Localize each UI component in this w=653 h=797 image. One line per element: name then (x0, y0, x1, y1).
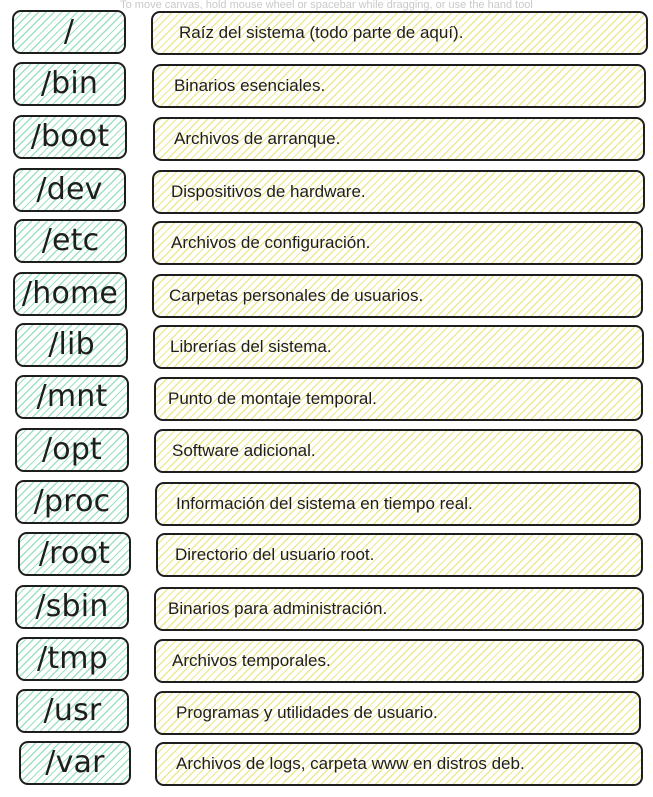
directory-label: /bin (40, 66, 99, 101)
description-text: Archivos de configuración. (171, 233, 371, 252)
description-box[interactable] (152, 64, 646, 108)
description-box[interactable] (154, 639, 644, 683)
description-box[interactable] (154, 691, 641, 735)
directory-box[interactable] (14, 219, 127, 263)
directory-label: /home (21, 276, 119, 311)
filesystem-row (0, 585, 653, 633)
filesystem-row (0, 62, 653, 110)
description-box[interactable] (155, 742, 643, 786)
directory-box[interactable] (15, 480, 129, 524)
directory-label: /boot (30, 119, 110, 154)
description-box[interactable] (156, 533, 643, 577)
description-box[interactable] (155, 482, 641, 526)
filesystem-row (0, 480, 653, 528)
directory-box[interactable] (16, 689, 129, 733)
directory-label: /tmp (37, 641, 108, 676)
directory-box[interactable] (15, 428, 129, 472)
directory-label: /usr (43, 693, 102, 728)
description-box[interactable] (152, 274, 643, 318)
directory-box[interactable] (13, 272, 127, 316)
filesystem-row (0, 428, 653, 476)
description-box[interactable] (151, 11, 648, 55)
directory-label: /sbin (35, 589, 109, 624)
description-text: Binarios esenciales. (174, 76, 326, 95)
filesystem-row (0, 168, 653, 216)
description-text: Directorio del usuario root. (175, 545, 375, 564)
directory-box[interactable] (16, 637, 129, 681)
description-text: Carpetas personales de usuarios. (169, 286, 424, 305)
directory-box[interactable] (15, 323, 128, 367)
description-text: Punto de montaje temporal. (168, 389, 377, 408)
description-box[interactable] (153, 117, 645, 161)
filesystem-row (0, 375, 653, 423)
directory-label: /etc (41, 223, 100, 258)
description-box[interactable] (153, 325, 644, 369)
directory-label: /dev (36, 172, 103, 207)
description-text: Raíz del sistema (todo parte de aquí). (179, 23, 464, 42)
description-text: Archivos de arranque. (174, 129, 341, 148)
directory-box[interactable] (15, 375, 129, 419)
filesystem-row (0, 323, 653, 371)
description-text: Programas y utilidades de usuario. (176, 703, 438, 722)
filesystem-row (0, 532, 653, 580)
directory-box[interactable] (18, 532, 131, 576)
description-box[interactable] (152, 170, 645, 214)
filesystem-row (0, 637, 653, 685)
directory-label: /var (45, 745, 105, 780)
description-text: Software adicional. (172, 441, 316, 460)
description-box[interactable] (154, 377, 643, 421)
directory-box[interactable] (19, 741, 131, 785)
description-text: Binarios para administración. (168, 599, 388, 618)
directory-box[interactable] (12, 10, 126, 54)
description-text: Archivos temporales. (172, 651, 331, 670)
filesystem-row (0, 689, 653, 737)
directory-label: /lib (48, 327, 95, 362)
directory-box[interactable] (15, 585, 129, 629)
directory-label: /proc (33, 484, 111, 519)
directory-box[interactable] (13, 62, 126, 106)
filesystem-row (0, 10, 653, 58)
directory-label: /mnt (36, 379, 108, 414)
filesystem-row (0, 115, 653, 163)
description-box[interactable] (154, 429, 643, 473)
filesystem-row (0, 272, 653, 320)
directory-label: / (63, 14, 75, 49)
description-text: Librerías del sistema. (170, 337, 332, 356)
canvas-navigation-hint: To move canvas, hold mouse wheel or spacebar while dragging, or use the hand tool (120, 0, 533, 11)
directory-box[interactable] (13, 168, 126, 212)
description-text: Información del sistema en tiempo real. (176, 494, 473, 513)
description-text: Archivos de logs, carpeta www en distros deb. (176, 754, 525, 773)
description-box[interactable] (152, 221, 643, 265)
filesystem-row (0, 219, 653, 267)
directory-box[interactable] (13, 115, 127, 159)
filesystem-row (0, 740, 653, 788)
directory-label: /opt (41, 432, 103, 467)
description-text: Dispositivos de hardware. (171, 182, 366, 201)
directory-label: /root (38, 536, 111, 571)
description-box[interactable] (154, 587, 644, 631)
